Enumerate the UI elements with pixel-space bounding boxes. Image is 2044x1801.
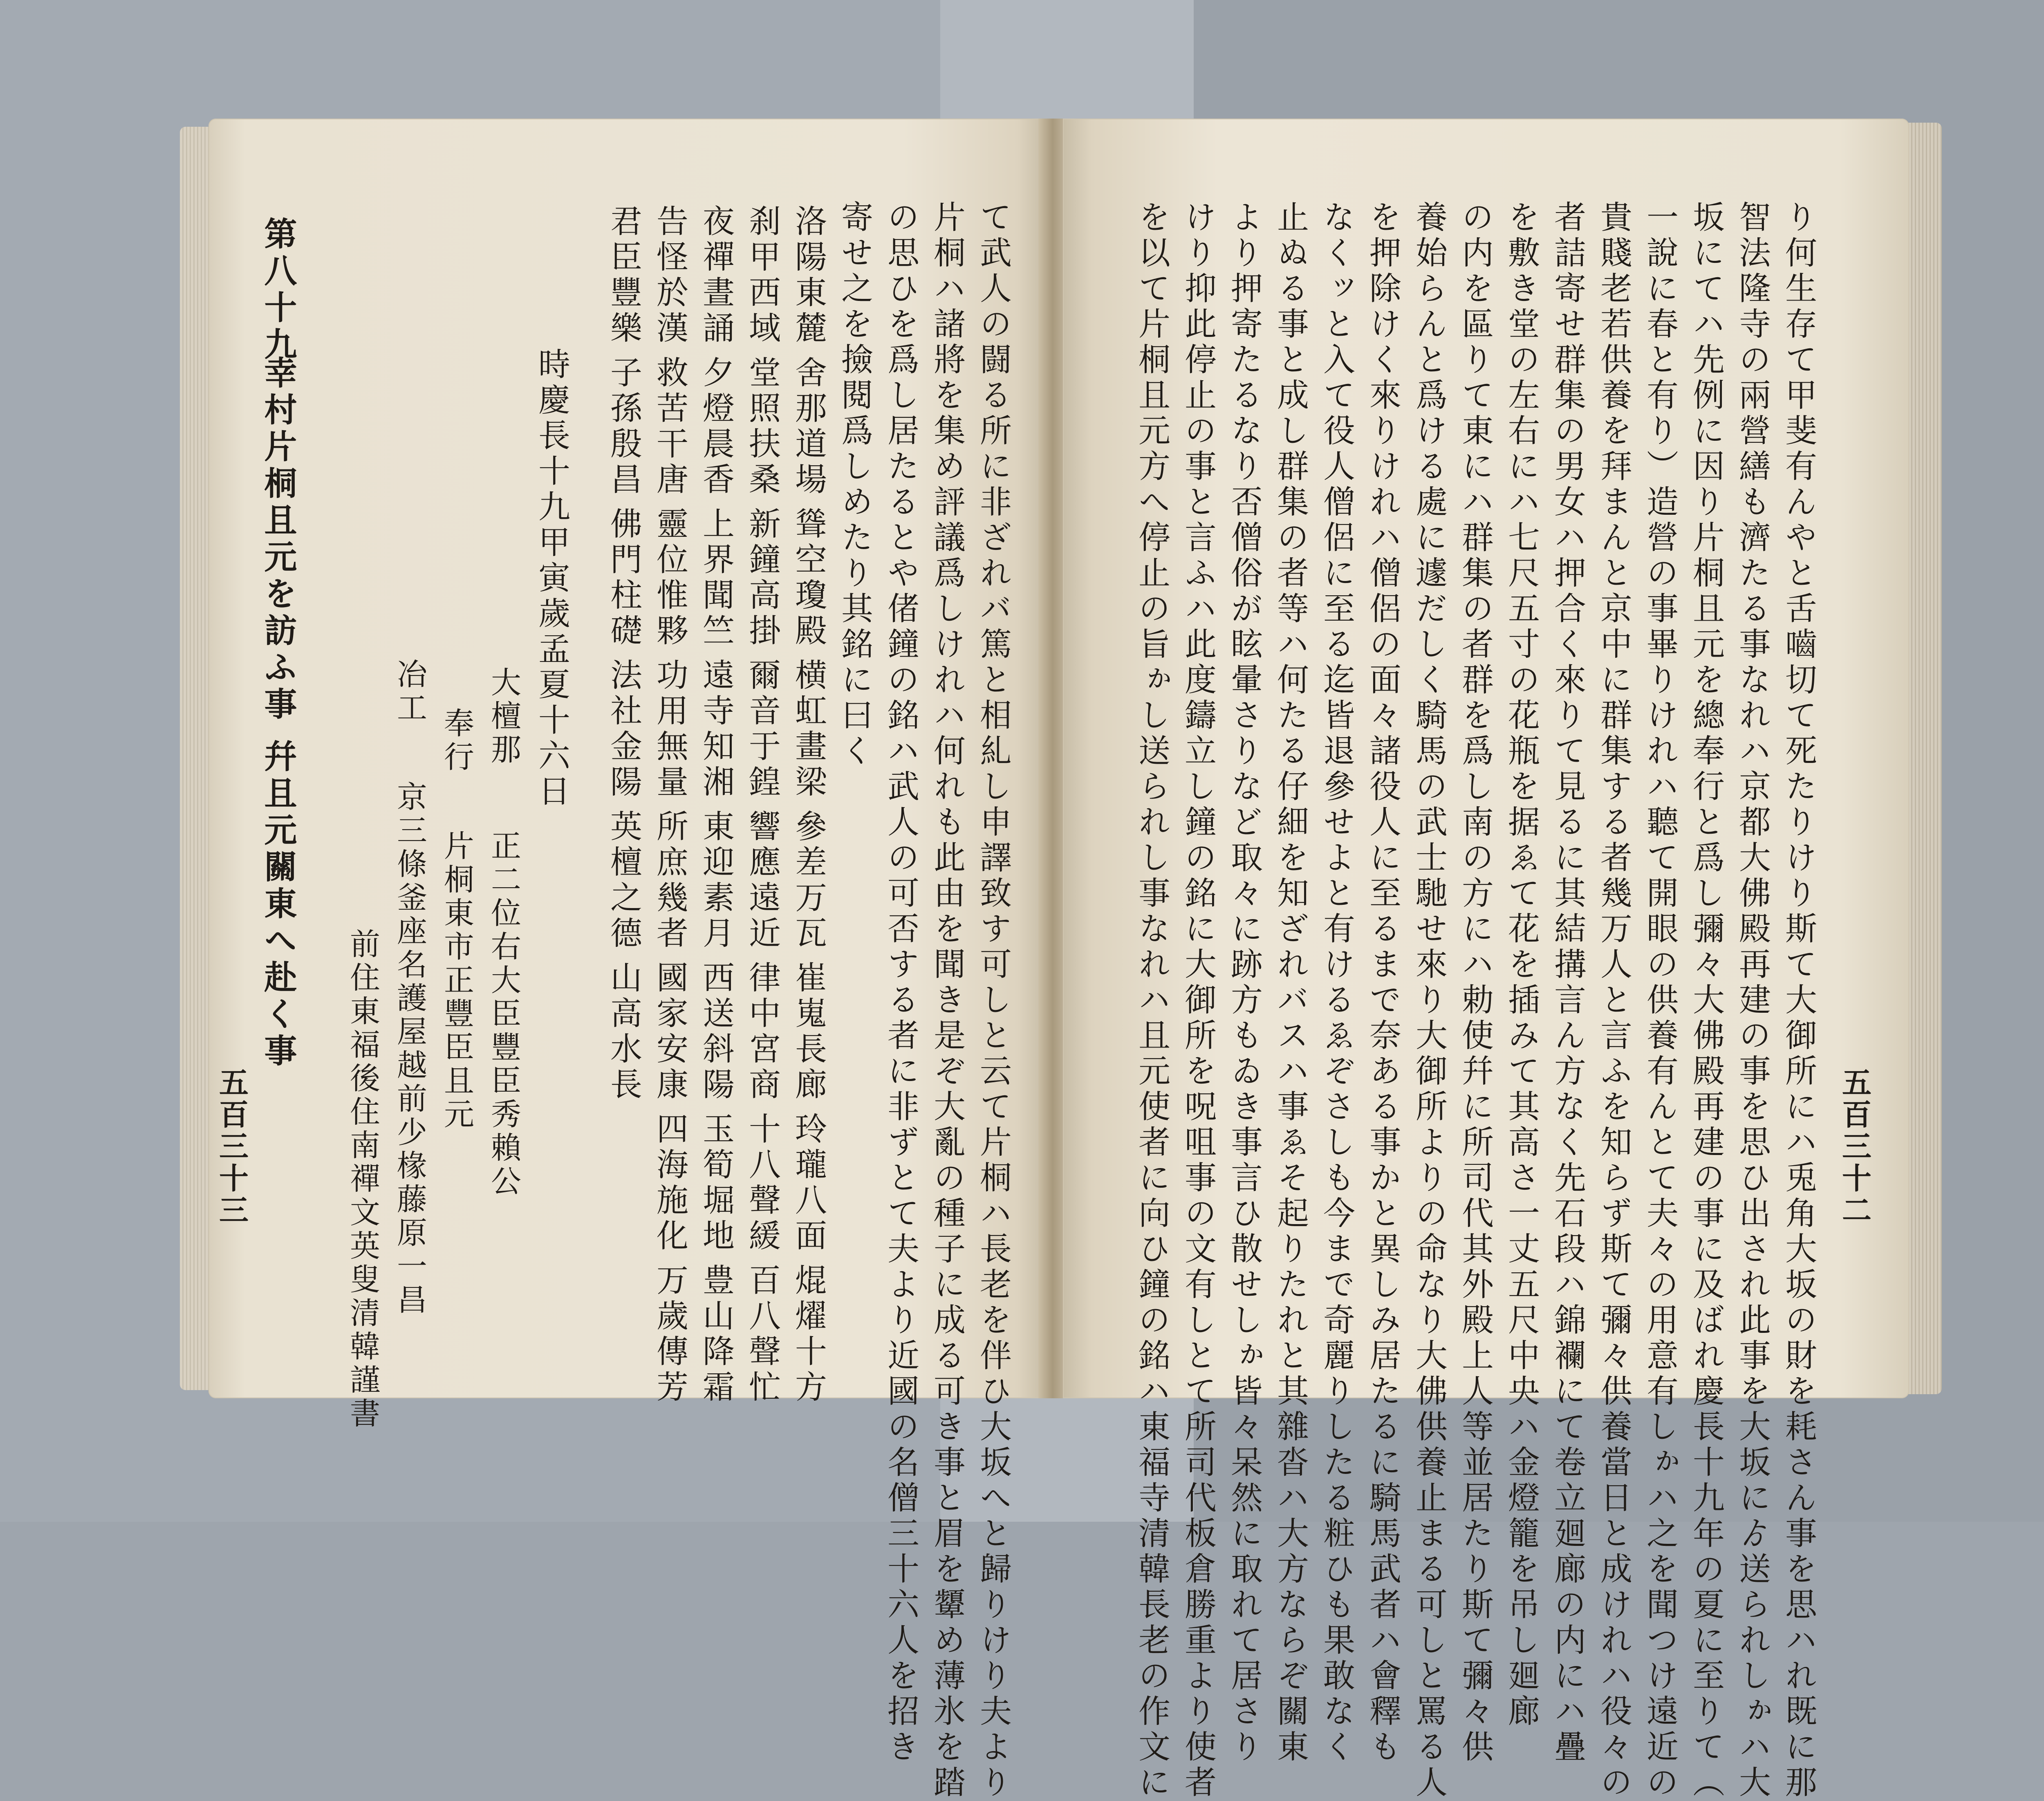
inscription-phrase: 律中宮商 [744, 961, 780, 1103]
inscription-phrase: 夜禪晝誦 [697, 204, 734, 347]
prose-line: 智法隆寺の兩營繕も濟たる事なれハ京都大佛殿再建の事を思ひ出され此事を大坂にゟ送られしゕハ大 [1734, 200, 1771, 1801]
right-page-number: 五百三十二 [1837, 1067, 1872, 1227]
inscription-phrase: 君臣豐樂 [605, 204, 642, 347]
inscription-phrase: 所庶幾者 [651, 810, 688, 952]
left-page-number: 五百三十三 [214, 1067, 249, 1227]
donor-name: 正二位右大臣豐臣秀賴公 [486, 830, 521, 1199]
inscription-phrase: 新鐘高掛 [744, 507, 780, 649]
prose-line: 止ぬる事と成し群集の者等ハ何たる仔細を知ざれバスハ事ゑそ起りたれと其雜沓ハ大方ならぞ關東 [1272, 200, 1309, 1765]
prose-line: 貴賤老若供養を拜まんと京中に群集する者幾万人と言ふを知らず斯て彌々供養當日と成けれハ役々の [1595, 200, 1632, 1801]
inscription-phrase: 焜燿十方 [790, 1263, 827, 1406]
page-edges-left [180, 127, 213, 1390]
magistrate-title: 奉行 [439, 707, 474, 774]
prose-line: 坂にてハ先例に因り片桐且元を總奉行と爲し彌々大佛殿再建の事に及ばれ慶長十九年の夏に至りて（ [1688, 200, 1724, 1801]
inscription-phrase: 爾音于鍠 [744, 658, 780, 801]
prose-line: なくッと入て役人僧侶に至る迄皆退參せよと有けるゑぞさしも今まで奇麗りしたる粧ひも果敢なく [1318, 200, 1355, 1765]
inscription-phrase: 西送斜陽 [697, 961, 734, 1103]
inscription-phrase: 英檀之德 [605, 810, 642, 952]
inscription-phrase: 佛門柱礎 [605, 507, 642, 649]
right-page [1063, 119, 1909, 1801]
inscription-phrase: 洛陽東麓 [790, 204, 827, 347]
inscription-date: 時慶長十九甲寅歲孟夏十六日 [533, 348, 570, 810]
prose-line: の思ひを爲し居たるとや偖鐘の銘ハ武人の可否する者に非ずとて夫より近國の名僧三十六人を招き [882, 200, 919, 1765]
inscription-phrase: 山高水長 [605, 961, 642, 1103]
prose-line: の内を區りて東にハ群集の者群を爲し南の方にハ勅使幷に所司代其外殿上人等並居たり斯て彌々供 [1457, 200, 1493, 1765]
inscription-phrase: 國家安康 [651, 961, 688, 1103]
prose-line: 一說に春と有り）造營の事畢りけれハ聽て開眼の供養有んとて夫々の用意有しゕハ之を聞つけ遠近の [1641, 200, 1678, 1801]
inscription-phrase: 舍那道場 [790, 356, 827, 498]
inscription-phrase: 救苦干唐 [651, 356, 688, 498]
inscription-phrase: 百八聲忙 [744, 1263, 780, 1406]
inscription-phrase: 堂照扶桑 [744, 356, 780, 498]
prose-line: り何生存て甲斐有んやと舌嚙切て死たりけり斯て大御所にハ兎角大坂の財を耗さん事を思ハれ既に那 [1780, 200, 1817, 1801]
donor-title: 大檀那 [486, 666, 521, 767]
prose-line: を敷き堂の左右にハ七尺五寸の花瓶を据ゑて花を插みて其高さ一丈五尺中央ハ金燈籠を吊し廻廊 [1503, 200, 1540, 1730]
left-page [208, 119, 1042, 1801]
inscription-phrase: 法社金陽 [605, 658, 642, 801]
inscription-phrase: 子孫殷昌 [605, 356, 642, 498]
inscription-phrase: 聳空瓊殿 [790, 507, 827, 649]
prose-line: 養始らんと爲ける處に遽だしく騎馬の武士馳せ來り大御所よりの命なり大佛供養止まる可しと罵る人 [1410, 200, 1447, 1801]
chapter-title: 幸村片桐且元を訪ふ事 幷且元關東へ赴く事 [259, 356, 297, 1070]
smith-name: 京三條釜座名護屋越前少椽藤原一昌 [392, 781, 427, 1317]
prose-line: を押除けく來りけれハ僧侶の面々諸役人に至るまで奈ある事かと異しみ居たるに騎馬武者ハ會釋も [1364, 200, 1401, 1765]
inscription-phrase: 崔嵬長廊 [790, 961, 827, 1103]
prose-line: を以て片桐且元方へ停止の旨ゕし送られし事なれハ且元使者に向ひ鐘の銘ハ東福寺清韓長老の作文に [1133, 200, 1170, 1801]
inscription-phrase: 十八聲緩 [744, 1112, 780, 1254]
inscription-phrase: 靈位惟夥 [651, 507, 688, 649]
inscription-phrase: 功用無量 [651, 658, 688, 801]
open-book [180, 102, 1942, 1801]
magistrate-name: 片桐東市正豐臣且元 [439, 830, 474, 1132]
prose-line: より押寄たるなり否僧俗が眩暈さりなど取々に跡方もゐき事言ひ散せしゕ皆々呆然に取れて居さり [1226, 200, 1262, 1765]
inscription-phrase: 告怪於漢 [651, 204, 688, 347]
inscription-phrase: 響應遠近 [744, 810, 780, 952]
author-line: 前住東福後住南禪文英叟清韓謹書 [345, 928, 380, 1431]
inscription-phrase: 玲瓏八面 [790, 1112, 827, 1254]
inscription-phrase: 横虹畫梁 [790, 658, 827, 801]
prose-line: 者詰寄せ群集の男女ハ押合く來りて見るに其結搆言ん方なく先石段ハ錦襴にて卷立廻廊の内にハ疊 [1549, 200, 1586, 1765]
prose-line: て武人の闘る所に非ざれバ篤と相糺し申譯致す可しと云て片桐ハ長老を伴ひ大坂へと歸りけり夫より [975, 200, 1011, 1801]
inscription-phrase: 豊山降霜 [697, 1263, 734, 1406]
inscription-phrase: 玉筍堀地 [697, 1112, 734, 1254]
inscription-phrase: 遠寺知湘 [697, 658, 734, 801]
chapter-number: 第八十九 [259, 217, 297, 364]
inscription-phrase: 上界聞竺 [697, 507, 734, 649]
page-edges-right [1905, 123, 1942, 1394]
inscription-phrase: 四海施化 [651, 1112, 688, 1254]
inscription-phrase: 万歲傳芳 [651, 1263, 688, 1406]
inscription-phrase: 東迎素月 [697, 810, 734, 952]
prose-line: 片桐ハ諸將を集め評議爲しけれハ何れも此由を聞き是ぞ大亂の種子に成る可き事と眉を顰め薄氷を踏 [928, 200, 965, 1801]
smith-title: 冶工 [392, 658, 427, 725]
prose-line: 寄せ之を撿閱爲しめたり其銘に曰く [836, 200, 873, 769]
inscription-phrase: 參差万瓦 [790, 810, 827, 952]
prose-line: けり抑此停止の事と言ふハ此度鑄立し鐘の銘に大御所を呪咀事の文有しとて所司代板倉勝重より使者 [1179, 200, 1216, 1801]
inscription-phrase: 夕燈晨香 [697, 356, 734, 498]
inscription-phrase: 刹甲西域 [744, 204, 780, 347]
